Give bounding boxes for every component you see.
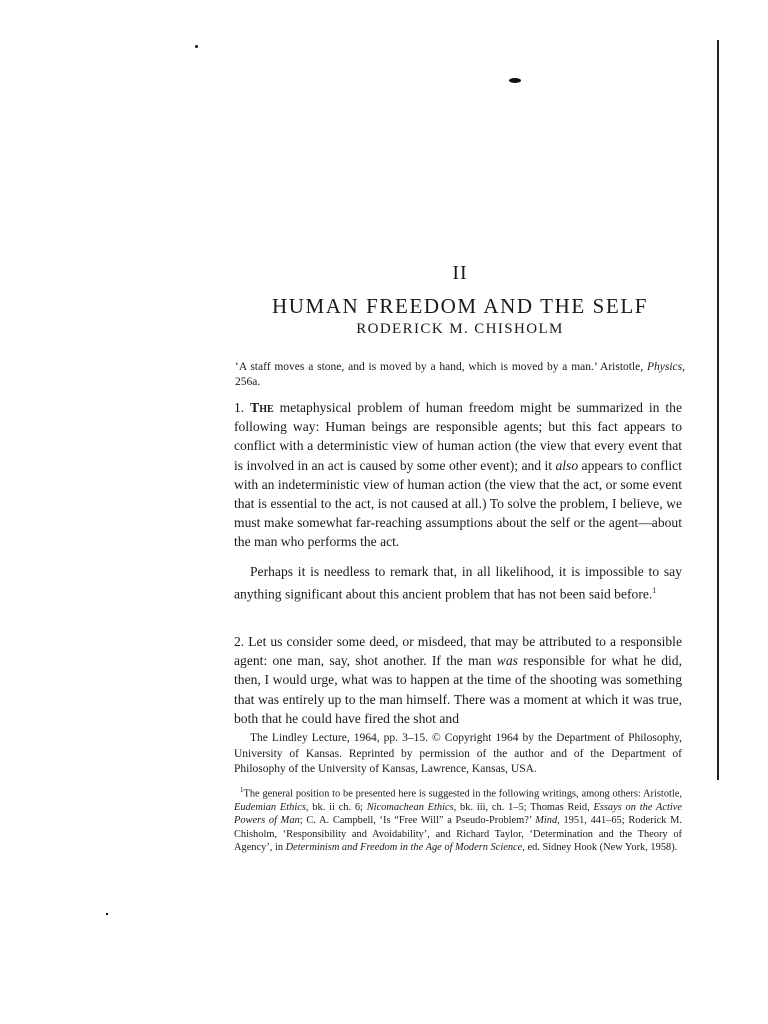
chapter-number: II — [452, 262, 468, 284]
paragraph-3: 2. Let us consider some deed, or misdeed, that may be attributed to a responsible agent: one man, say, shot another. If the man was responsible for what he did, then, I would urge, what was to happen at the time of the shooting was something that was entirely up to the man himself. There was a moment at which it was true, both that he could have fired the shot and — [234, 634, 682, 726]
author-name: RODERICK M. CHISHOLM — [356, 321, 564, 337]
copyright-notice: The Lindley Lecture, 1964, pp. 3–15. © Copyright 1964 by the Department of Philosophy, University of Kansas. Reprinted by permission of the author and of the Department of Philosophy of the University of Kansas, Lawrence, Kansas, USA. — [234, 732, 682, 775]
epigraph: ‘A staff moves a stone, and is moved by a hand, which is moved by a man.’ Aristotle, Physics, 256a. — [235, 361, 685, 388]
scan-smudge — [509, 78, 521, 83]
page-edge-line — [717, 40, 719, 780]
chapter-title: HUMAN FREEDOM AND THE SELF — [271, 294, 649, 318]
paragraph-1: 1. The metaphysical problem of human freedom might be summarized in the following way: Human beings are responsible agents; but this fact appears to conflict with a deterministic view of human action (the view that every event that is involved in an act is caused by some other event); and it also appears to conflict with an indeterministic view of human action (the view that the act, or some event that is essential to the act, is not caused at all.) To solve the problem, I believe, we must make somewhat far-reaching assumptions about the self or the agent—about the man who performs the act. — [234, 400, 682, 550]
footnote-reference: 1 — [652, 586, 657, 596]
epigraph-source: Physics — [646, 361, 683, 373]
paragraph-2: Perhaps it is needless to remark that, in all likelihood, it is impossible to say anything significant about this ancient problem that has not been said before.$^1$ — [234, 564, 682, 602]
scan-speck — [195, 45, 198, 48]
footnote: $^1$The general position to be presented here is suggested in the following writings, among others: Aristotle, Eudemian Ethics, bk. ii ch. 6; Nicomachean Ethics, bk. iii, ch. 1–5; Thomas Reid, Essays on the Active Powers of Man; C. A. Campbell, ‘Is “Free Will” a Pseudo-Problem?’ Mind, 1951, 441–65; Roderick M. Chisholm, ‘Responsibility and Avoidability’, and Richard Taylor, ‘Determination and the Theory of Agency’, in Determinism and Freedom in the Age of Modern Science, ed. Sidney Hook (New York, 1958). — [234, 786, 682, 854]
scan-speck — [106, 913, 108, 915]
lead-word: The — [250, 400, 274, 415]
